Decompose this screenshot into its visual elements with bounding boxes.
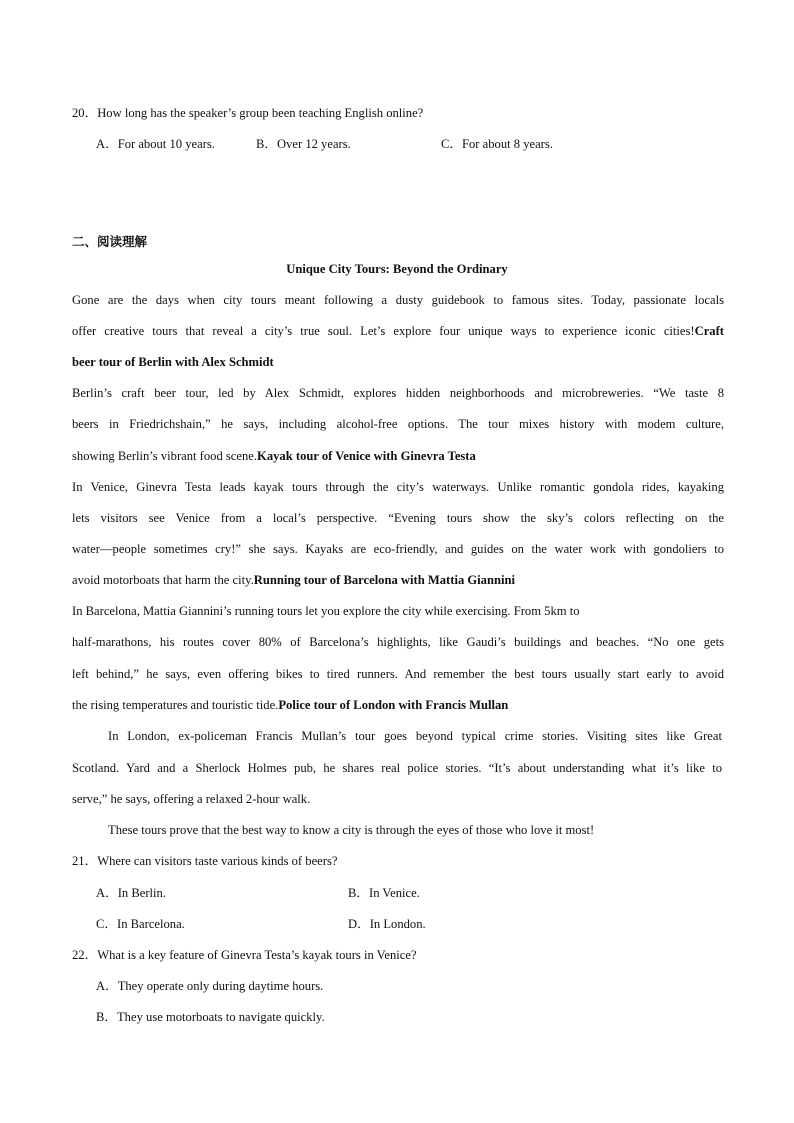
barcelona-line-2: half-marathons, his routes cover 80% of Barcelona’s highlights, like Gaudi’s buildings and beaches. “No one gets bbox=[72, 635, 724, 649]
heading-venice: Kayak tour of Venice with Ginevra Testa bbox=[257, 449, 476, 463]
q20-question: 20．How long has the speaker’s group been teaching English online? bbox=[72, 106, 424, 120]
barcelona-line-1: In Barcelona, Mattia Giannini’s running tours let you explore the city while exercising. From 5km to bbox=[72, 604, 580, 618]
barcelona-text-4: the rising temperatures and touristic tide. bbox=[72, 698, 279, 712]
heading-barcelona: Running tour of Barcelona with Mattia Giannini bbox=[253, 573, 515, 587]
q21-option-c: C．In Barcelona. bbox=[96, 917, 185, 931]
passage-closing: These tours prove that the best way to know a city is through the eyes of those who love it most! bbox=[108, 823, 595, 837]
heading-berlin-part1: Craft bbox=[694, 324, 724, 338]
q20-option-c: C．For about 8 years. bbox=[441, 137, 553, 151]
berlin-text-3: showing Berlin’s vibrant food scene. bbox=[72, 449, 258, 463]
heading-berlin-part2: beer tour of Berlin with Alex Schmidt bbox=[72, 355, 274, 369]
passage-title: Unique City Tours: Beyond the Ordinary bbox=[286, 262, 508, 276]
venice-text-4: avoid motorboats that harm the city. bbox=[72, 573, 254, 587]
q21-option-d: D．In London. bbox=[348, 917, 426, 931]
heading-london: Police tour of London with Francis Mullan bbox=[278, 698, 509, 712]
q22-question: 22．What is a key feature of Ginevra Testa’s kayak tours in Venice? bbox=[72, 948, 417, 962]
q21-question: 21．Where can visitors taste various kinds of beers? bbox=[72, 854, 338, 868]
london-line-2: Scotland. Yard and a Sherlock Holmes pub, he shares real police stories. “It’s about understanding what it’s like to bbox=[72, 761, 722, 775]
venice-line-4 bbox=[72, 572, 724, 588]
q22-option-a: A．They operate only during daytime hours. bbox=[96, 979, 324, 993]
q20-option-b: B．Over 12 years. bbox=[256, 137, 351, 151]
section-heading: 二、阅读理解 bbox=[72, 234, 148, 249]
london-line-3: serve,” he says, offering a relaxed 2-hour walk. bbox=[72, 792, 311, 806]
berlin-line-2: beers in Friedrichshain,” he says, including alcohol-free options. The tour mixes history with modem culture, bbox=[72, 417, 724, 431]
passage-intro-line: Gone are the days when city tours meant following a dusty guidebook to famous sites. Today, passionate locals bbox=[72, 293, 724, 307]
venice-line-1: In Venice, Ginevra Testa leads kayak tours through the city’s waterways. Unlike romantic gondola rides, kayaking bbox=[72, 480, 724, 494]
berlin-line-3 bbox=[72, 448, 724, 464]
venice-line-3: water—people sometimes cry!” she says. Kayaks are eco-friendly, and guides on the water work with gondoliers to bbox=[72, 542, 724, 556]
venice-line-2: lets visitors see Venice from a local’s perspective. “Evening tours show the sky’s colors reflecting on the bbox=[72, 511, 724, 525]
q21-option-b: B．In Venice. bbox=[348, 886, 420, 900]
berlin-line-1: Berlin’s craft beer tour, led by Alex Schmidt, explores hidden neighborhoods and microbreweries. “We taste 8 bbox=[72, 386, 724, 400]
q22-option-b: B．They use motorboats to navigate quickly. bbox=[96, 1010, 325, 1024]
passage-intro-line-2 bbox=[72, 323, 724, 339]
barcelona-line-4 bbox=[72, 697, 724, 713]
london-line-1: In London, ex-policeman Francis Mullan’s tour goes beyond typical crime stories. Visiting sites like Great bbox=[108, 729, 722, 743]
q21-option-a: A．In Berlin. bbox=[96, 886, 166, 900]
passage-intro-text: offer creative tours that reveal a city’s true soul. Let’s explore four unique ways to experience iconic cities! bbox=[72, 324, 695, 338]
q20-option-a: A．For about 10 years. bbox=[96, 137, 215, 151]
barcelona-line-3: left behind,” he says, even offering bikes to tired runners. And remember the best tours usually start early to avoid bbox=[72, 667, 724, 681]
